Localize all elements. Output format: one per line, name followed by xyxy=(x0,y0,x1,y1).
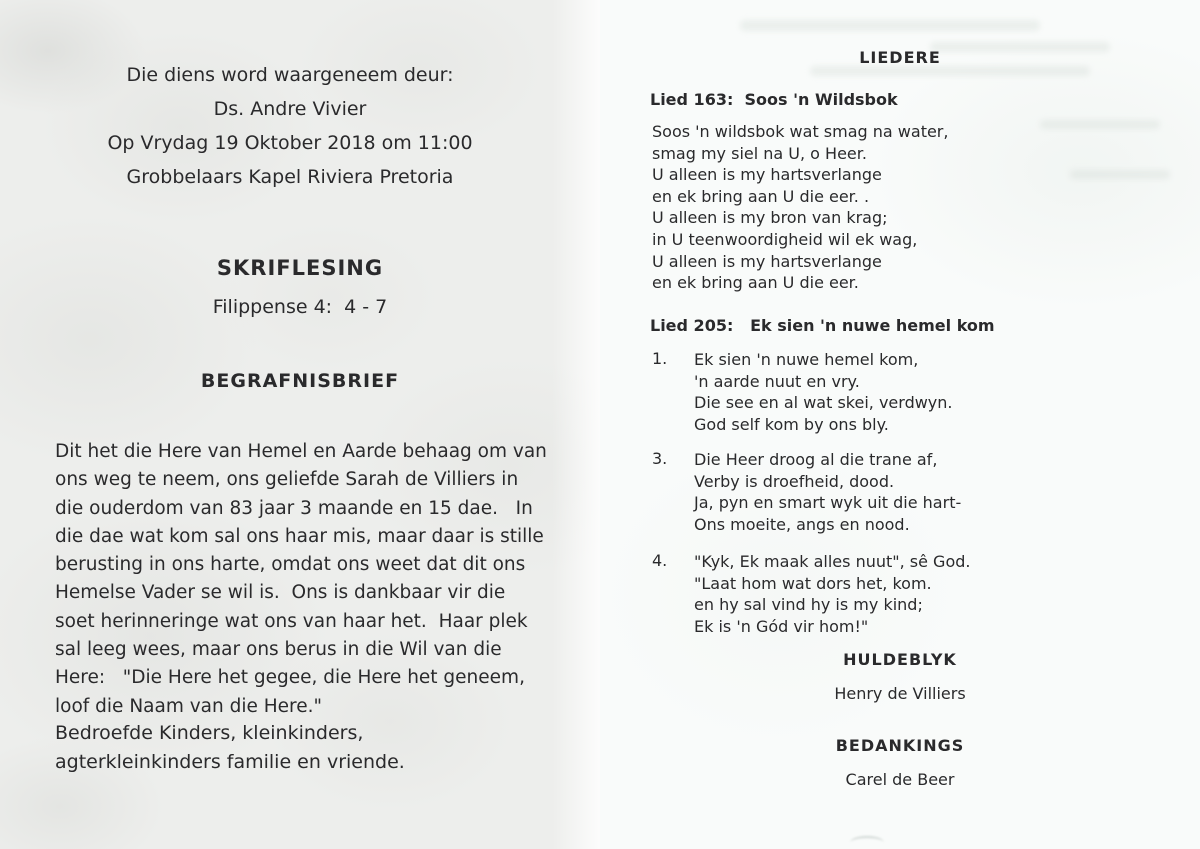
song1-lyrics xyxy=(652,121,948,294)
bleed-through-ghost xyxy=(1070,170,1170,179)
verse-lines xyxy=(694,449,961,535)
text-line: en ek bring aan U die eer. . xyxy=(652,186,870,206)
funeral-letter-title: BEGRAFNISBRIEF xyxy=(200,370,400,392)
obituary-paragraph xyxy=(55,438,547,721)
tribute-person-name: Henry de Villiers xyxy=(834,684,966,703)
text-line: Dit het die Here van Hemel en Aarde behaag om van xyxy=(55,441,547,462)
tribute-section-title: HULDEBLYK xyxy=(843,650,957,669)
text-line: loof die Naam van die Here." xyxy=(55,695,323,717)
verse-number: 4. xyxy=(652,551,668,570)
service-info xyxy=(10,58,570,194)
song1-heading: Lied 163: Soos 'n Wildsbok xyxy=(650,90,898,109)
text-line: Ek is 'n Gód vir hom!" xyxy=(694,616,869,636)
verse-lines xyxy=(694,349,953,435)
text-line: Soos 'n wildsbok wat smag na water, xyxy=(652,122,949,141)
text-line: Ons moeite, angs en nood. xyxy=(694,514,910,534)
verse-number: 3. xyxy=(652,449,668,468)
song2-verse-4 xyxy=(652,551,970,637)
text-line: U alleen is my bron van krag; xyxy=(652,208,888,228)
bleed-through-ghost xyxy=(740,20,1040,31)
text-line: Hemelse Vader se wil is. Ons is dankbaar vir die xyxy=(55,582,506,604)
text-line: Die see en al wat skei, verdwyn. xyxy=(694,393,953,413)
page-right xyxy=(600,0,1200,849)
text-line: Verby is droefheid, dood. xyxy=(694,471,895,491)
text-line: 'n aarde nuut en vry. xyxy=(694,371,860,391)
text-line: Grobbelaars Kapel Riviera Pretoria xyxy=(126,166,454,188)
text-line: ons weg te neem, ons geliefde Sarah de Villiers in xyxy=(55,469,519,491)
text-line: berusting in ons harte, omdat ons weet dat dit ons xyxy=(55,554,526,576)
bleed-through-ghost xyxy=(810,66,1090,76)
bleed-through-ghost xyxy=(1040,120,1160,129)
text-line: Bedroefde Kinders, kleinkinders, xyxy=(55,722,364,744)
mourners-lines xyxy=(55,719,405,777)
text-line: "Laat hom wat dors het, kom. xyxy=(694,573,932,593)
text-line: God self kom by ons bly. xyxy=(694,414,889,434)
text-line: soet herinneringe wat ons van haar het. Haar plek xyxy=(55,610,528,632)
scripture-section-title: SKRIFLESING xyxy=(216,256,384,280)
song2-verse-3 xyxy=(652,449,961,535)
verse-lines xyxy=(694,551,970,637)
text-line: Ek sien 'n nuwe hemel kom, xyxy=(694,350,919,369)
text-line: "Kyk, Ek maak alles nuut", sê God. xyxy=(694,552,971,571)
thanks-section-title: BEDANKINGS xyxy=(835,736,965,755)
text-line: en ek bring aan U die eer. xyxy=(652,273,859,293)
songs-section-title: LIEDERE xyxy=(859,48,941,67)
text-line: U alleen is my hartsverlange xyxy=(652,251,882,271)
text-line: die ouderdom van 83 jaar 3 maande en 15 dae. In xyxy=(55,497,533,519)
text-line: Ja, pyn en smart wyk uit die hart- xyxy=(694,493,962,513)
text-line: Here: "Die Here het gegee, die Here het geneem, xyxy=(55,667,525,689)
thanks-person-name: Carel de Beer xyxy=(845,770,955,789)
text-line: Die Heer droog al die trane af, xyxy=(694,450,938,469)
song2-heading: Lied 205: Ek sien 'n nuwe hemel kom xyxy=(650,316,995,335)
text-line: Die diens word waargeneem deur: xyxy=(126,64,454,86)
text-line: U alleen is my hartsverlange xyxy=(652,165,882,185)
text-line: in U teenwoordigheid wil ek wag, xyxy=(652,229,918,249)
text-line: Op Vrydag 19 Oktober 2018 om 11:00 xyxy=(107,132,473,154)
text-line: en hy sal vind hy is my kind; xyxy=(694,595,923,615)
text-line: sal leeg wees, maar ons berus in die Wil van die xyxy=(55,639,502,661)
text-line: smag my siel na U, o Heer. xyxy=(652,143,867,163)
verse-number: 1. xyxy=(652,349,668,368)
scripture-reference: Filippense 4: 4 - 7 xyxy=(212,296,388,318)
song2-verse-1 xyxy=(652,349,953,435)
text-line: Ds. Andre Vivier xyxy=(213,98,367,120)
text-line: agterkleinkinders familie en vriende. xyxy=(55,751,405,773)
scan-smudge xyxy=(850,836,884,849)
text-line: die dae wat kom sal ons haar mis, maar daar is stille xyxy=(55,525,544,547)
